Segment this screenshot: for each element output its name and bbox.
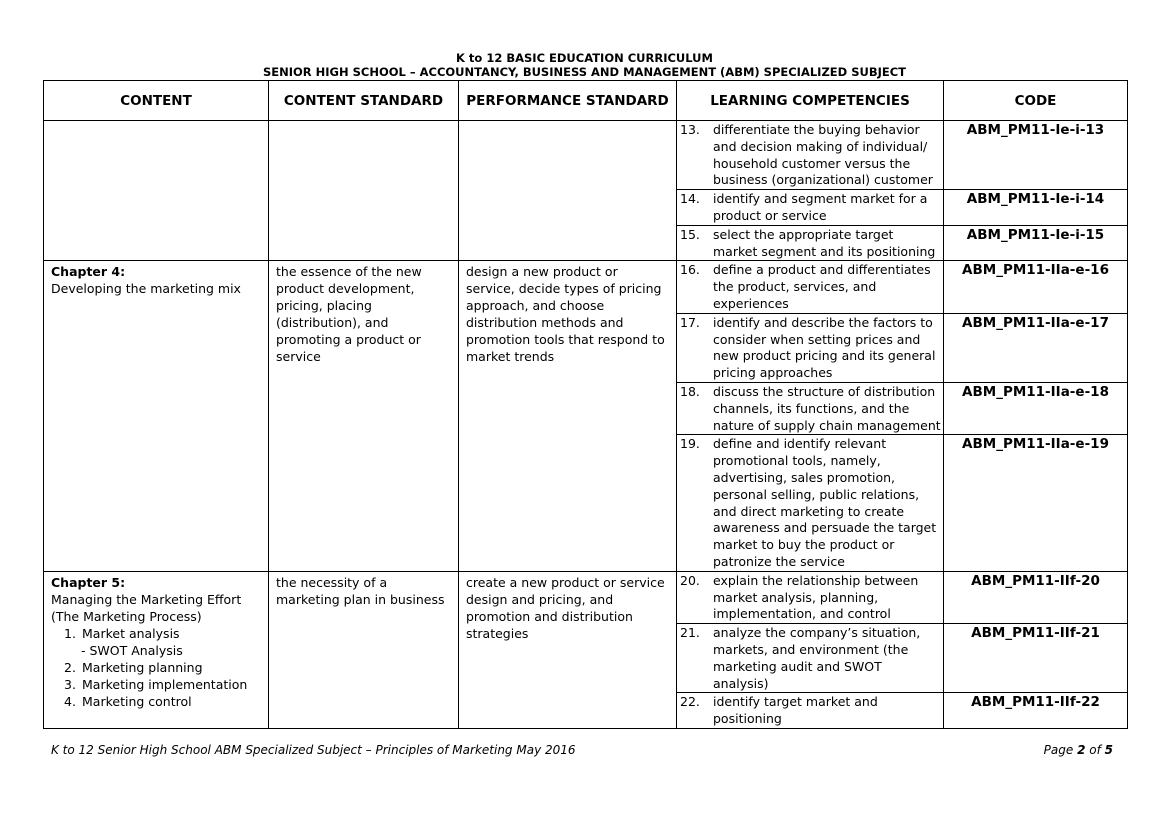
chapter-5-subtitle: Managing the Marketing Effort: [51, 591, 242, 607]
page-label: Page: [1043, 743, 1078, 757]
list-item: [51, 659, 261, 676]
competency-text: define and identify relevant promotional tools, namely, advertising, sales promotion, personal selling, public relations, and direct marketing to create awareness and persuade the target market to buy the product or patronize the service: [713, 436, 937, 569]
competency-cell: [677, 121, 944, 190]
competency-cell: [677, 261, 944, 313]
list-label: Market analysis: [82, 625, 180, 641]
competency-cell: [677, 313, 944, 382]
chapter-4-content: [44, 261, 269, 571]
competency-cell: [677, 435, 944, 571]
code-cell: ABM_PM11-Ie-i-15: [944, 225, 1128, 261]
list-item: [51, 693, 261, 710]
competency-cell: [677, 190, 944, 226]
chapter-5-content: [44, 571, 269, 728]
competency-number: 18.: [680, 383, 700, 399]
code-cell: ABM_PM11-IIa-e-17: [944, 313, 1128, 382]
competency-number: 19.: [680, 436, 700, 452]
document-title: K to 12 BASIC EDUCATION CURRICULUM: [456, 51, 713, 65]
competency-cell: [677, 225, 944, 261]
competency-number: 21.: [680, 625, 700, 641]
competency-text: identify and segment market for a product or service: [713, 191, 928, 223]
content-standard-cell-empty: [269, 121, 459, 261]
table-row: [44, 261, 1128, 313]
competency-text: select the appropriate target market segment and its positioning: [713, 226, 936, 259]
competency-number: 22.: [680, 694, 700, 710]
document-subtitle: SENIOR HIGH SCHOOL – ACCOUNTANCY, BUSINESS AND MANAGEMENT (ABM) SPECIALIZED SUBJECT: [262, 65, 907, 79]
column-header: PERFORMANCE STANDARD: [459, 81, 677, 121]
competency-text: identify target market and positioning: [713, 694, 878, 727]
curriculum-table: [43, 80, 1128, 729]
chapter-5-title: Chapter 5:: [51, 574, 126, 590]
performance-standard-cell-empty: [459, 121, 677, 261]
page-total: 5: [1104, 743, 1113, 757]
competency-cell: [677, 382, 944, 434]
content-cell-empty: [44, 121, 269, 261]
chapter-4-subtitle: Developing the marketing mix: [51, 281, 241, 297]
list-number: 3.: [64, 676, 76, 692]
competency-cell: [677, 571, 944, 623]
chapter-4-title: Chapter 4:: [51, 264, 126, 280]
code-cell: ABM_PM11-IIf-21: [944, 624, 1128, 693]
list-number: 2.: [64, 659, 76, 675]
column-header: CODE: [944, 81, 1128, 121]
competency-text: explain the relationship between market analysis, planning, implementation, and control: [713, 572, 919, 622]
competency-number: 14.: [680, 191, 700, 207]
competency-number: 15.: [680, 226, 700, 242]
chapter-5-performance-standard: create a new product or service design and pricing, and promotion and distribution strategies: [459, 571, 677, 728]
table-header-row: [44, 81, 1128, 121]
list-label: Marketing planning: [82, 659, 203, 675]
list-item: [51, 625, 261, 642]
competency-cell: [677, 693, 944, 729]
code-cell: ABM_PM11-Ie-i-13: [944, 121, 1128, 190]
competency-number: 13.: [680, 122, 700, 137]
code-cell: ABM_PM11-IIa-e-18: [944, 382, 1128, 434]
competency-number: 16.: [680, 262, 700, 278]
table-row: [44, 121, 1128, 190]
column-header: CONTENT: [44, 81, 269, 121]
competency-text: discuss the structure of distribution channels, its functions, and the nature of supply chain management: [713, 383, 941, 433]
chapter-4-content-standard: the essence of the new product development, pricing, placing (distribution), and promoting a product or service: [269, 261, 459, 571]
list-label: Marketing implementation: [82, 676, 248, 692]
competency-cell: [677, 624, 944, 693]
chapter-5-content-standard: the necessity of a marketing plan in business: [269, 571, 459, 728]
chapter-5-subtitle: (The Marketing Process): [51, 608, 202, 624]
chapter-4-performance-standard: design a new product or service, decide types of pricing approach, and choose distribution methods and promotion tools that respond to market trends: [459, 261, 677, 571]
list-label: Marketing control: [82, 693, 192, 709]
code-cell: ABM_PM11-IIa-e-19: [944, 435, 1128, 571]
competency-number: 17.: [680, 314, 700, 330]
list-subitem: - SWOT Analysis: [81, 642, 183, 658]
page-number: 2: [1077, 743, 1086, 757]
code-cell: ABM_PM11-IIf-22: [944, 693, 1128, 729]
column-header: LEARNING COMPETENCIES: [677, 81, 944, 121]
list-number: 1.: [64, 625, 76, 641]
code-cell: ABM_PM11-IIf-20: [944, 571, 1128, 623]
code-cell: ABM_PM11-Ie-i-14: [944, 190, 1128, 226]
list-item: [51, 676, 261, 693]
page-indicator: [1044, 743, 1113, 757]
competency-text: differentiate the buying behavior and decision making of individual/ household customer versus the business (organizational) customer: [713, 122, 933, 188]
competency-text: define a product and differentiates the product, services, and experiences: [713, 262, 931, 311]
competency-text: identify and describe the factors to consider when setting prices and new product pricing and its general pricing approaches: [713, 314, 936, 381]
column-header: CONTENT STANDARD: [269, 81, 459, 121]
table-row: [44, 571, 1128, 623]
list-number: 4.: [64, 693, 76, 709]
page-of-label: of: [1085, 743, 1105, 757]
competency-text: analyze the company’s situation, markets, and environment (the marketing audit and SWOT analysis): [713, 625, 921, 691]
competency-number: 20.: [680, 572, 700, 588]
footer-text: K to 12 Senior High School ABM Specialized Subject – Principles of Marketing May 2016: [51, 743, 576, 757]
code-cell: ABM_PM11-IIa-e-16: [944, 261, 1128, 313]
